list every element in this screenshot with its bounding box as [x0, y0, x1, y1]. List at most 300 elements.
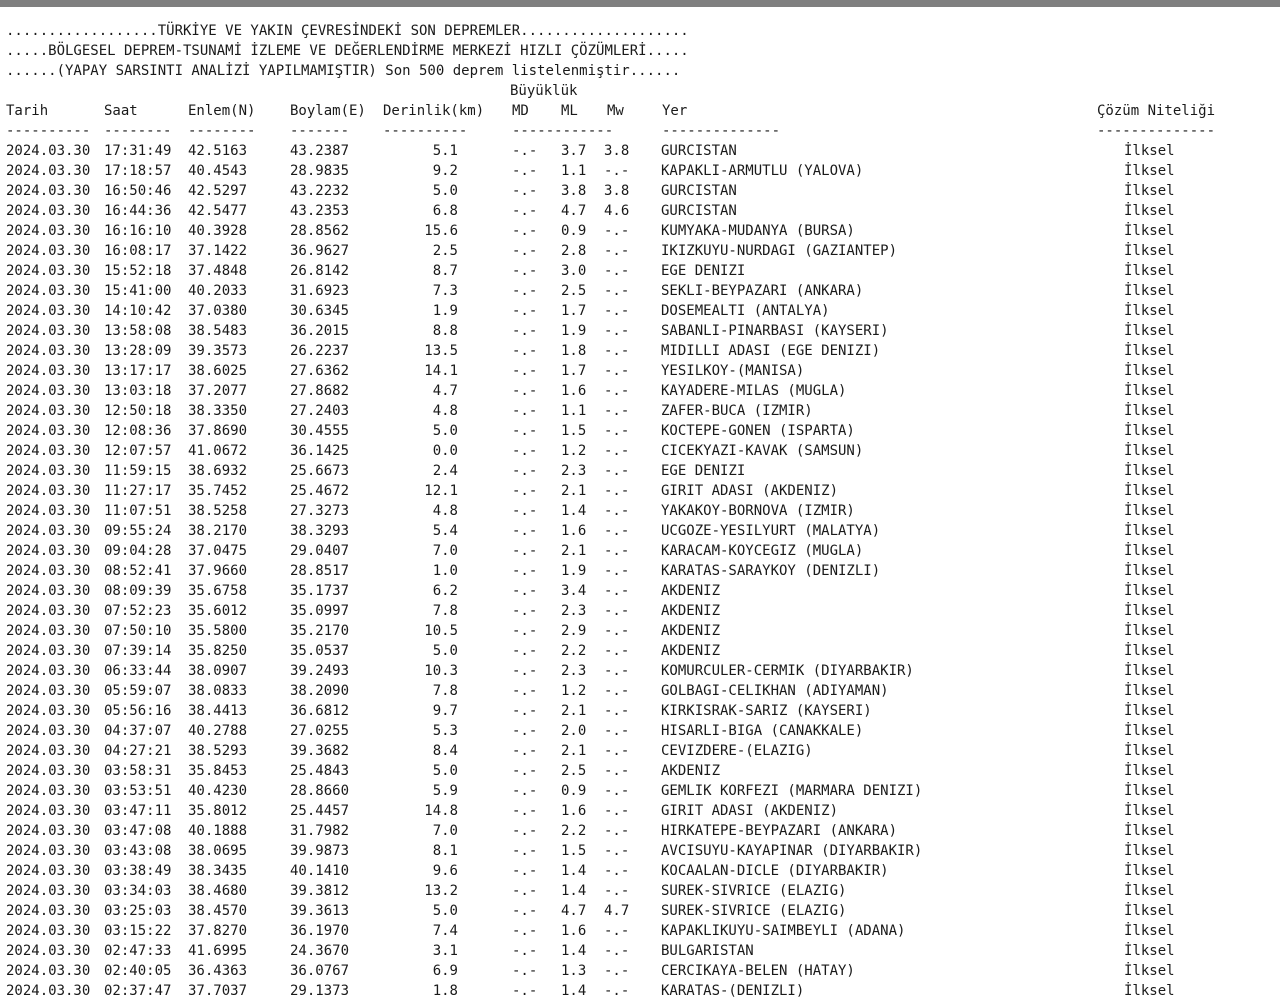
cell-saat: 03:43:08 [104, 843, 172, 859]
cell-derinlik: 13.2 [424, 883, 458, 899]
cell-boylam: 36.0767 [290, 963, 350, 979]
cell-mw: -.- [604, 963, 630, 979]
cell-tarih: 2024.03.30 [6, 263, 91, 279]
cell-ml: 1.6 [561, 923, 587, 939]
cell-mw: -.- [604, 603, 630, 619]
cell-ml: 1.2 [561, 683, 587, 699]
cell-saat: 15:52:18 [104, 263, 172, 279]
cell-enlem: 38.5293 [188, 743, 248, 759]
cell-ml: 2.1 [561, 543, 587, 559]
cell-md: -.- [512, 683, 538, 699]
table-row [0, 821, 1280, 841]
cell-derinlik: 9.6 [432, 863, 458, 879]
cell-md: -.- [512, 803, 538, 819]
cell-cozum: İlksel [1124, 203, 1175, 219]
cell-mw: -.- [604, 263, 630, 279]
table-row [0, 281, 1280, 301]
cell-enlem: 40.2033 [188, 283, 248, 299]
cell-md: -.- [512, 963, 538, 979]
cell-mw: 3.8 [604, 183, 630, 199]
cell-md: -.- [512, 703, 538, 719]
cell-yer: KOMURCULER-CERMIK (DIYARBAKIR) [661, 663, 914, 679]
cell-derinlik: 9.7 [432, 703, 458, 719]
cell-enlem: 40.4543 [188, 163, 248, 179]
table-row [0, 201, 1280, 221]
cell-tarih: 2024.03.30 [6, 563, 91, 579]
cell-mw: -.- [604, 923, 630, 939]
cell-enlem: 35.7452 [188, 483, 248, 499]
cell-md: -.- [512, 903, 538, 919]
cell-enlem: 37.8270 [188, 923, 248, 939]
col-header-cozum: Çözüm Niteliği [1097, 103, 1216, 119]
cell-enlem: 38.5483 [188, 323, 248, 339]
cell-boylam: 35.0537 [290, 643, 350, 659]
cell-tarih: 2024.03.30 [6, 863, 91, 879]
cell-tarih: 2024.03.30 [6, 703, 91, 719]
cell-tarih: 2024.03.30 [6, 283, 91, 299]
cell-mw: -.- [604, 303, 630, 319]
cell-saat: 07:50:10 [104, 623, 172, 639]
cell-saat: 03:38:49 [104, 863, 172, 879]
cell-cozum: İlksel [1124, 703, 1175, 719]
cell-md: -.- [512, 843, 538, 859]
cell-enlem: 35.6012 [188, 603, 248, 619]
cell-saat: 13:58:08 [104, 323, 172, 339]
cell-saat: 07:52:23 [104, 603, 172, 619]
cell-yer: SABANLI-PINARBASI (KAYSERI) [661, 323, 889, 339]
col-header-ml: ML [561, 103, 578, 119]
cell-boylam: 29.1373 [290, 983, 350, 999]
cell-derinlik: 6.9 [432, 963, 458, 979]
cell-derinlik: 14.1 [424, 363, 458, 379]
cell-derinlik: 4.7 [432, 383, 458, 399]
table-row [0, 701, 1280, 721]
cell-tarih: 2024.03.30 [6, 223, 91, 239]
separator-magnitudes: ------------ [512, 123, 614, 139]
cell-tarih: 2024.03.30 [6, 903, 91, 919]
cell-md: -.- [512, 923, 538, 939]
cell-cozum: İlksel [1124, 663, 1175, 679]
cell-yer: KAYADERE-MILAS (MUGLA) [661, 383, 847, 399]
cell-md: -.- [512, 543, 538, 559]
cell-derinlik: 14.8 [424, 803, 458, 819]
cell-enlem: 40.2788 [188, 723, 248, 739]
cell-md: -.- [512, 143, 538, 159]
table-row [0, 541, 1280, 561]
table-row [0, 161, 1280, 181]
table-row [0, 661, 1280, 681]
cell-derinlik: 3.1 [432, 943, 458, 959]
cell-derinlik: 5.0 [432, 643, 458, 659]
cell-yer: DOSEMEALTI (ANTALYA) [661, 303, 830, 319]
cell-saat: 11:27:17 [104, 483, 172, 499]
cell-mw: -.- [604, 743, 630, 759]
cell-derinlik: 1.0 [432, 563, 458, 579]
cell-mw: -.- [604, 843, 630, 859]
cell-mw: -.- [604, 883, 630, 899]
cell-cozum: İlksel [1124, 823, 1175, 839]
cell-enlem: 38.4570 [188, 903, 248, 919]
cell-cozum: İlksel [1124, 263, 1175, 279]
cell-derinlik: 8.8 [432, 323, 458, 339]
cell-tarih: 2024.03.30 [6, 683, 91, 699]
cell-tarih: 2024.03.30 [6, 623, 91, 639]
cell-tarih: 2024.03.30 [6, 663, 91, 679]
header-subtitle-line: .....BÖLGESEL DEPREM-TSUNAMİ İZLEME VE DEĞERLENDİRME MERKEZİ HIZLI ÇÖZÜMLERİ..... [6, 43, 689, 59]
cell-saat: 13:17:17 [104, 363, 172, 379]
cell-md: -.- [512, 443, 538, 459]
cell-tarih: 2024.03.30 [6, 463, 91, 479]
cell-cozum: İlksel [1124, 323, 1175, 339]
cell-derinlik: 6.8 [432, 203, 458, 219]
cell-yer: KARATAS-(DENIZLI) [661, 983, 805, 999]
cell-derinlik: 8.7 [432, 263, 458, 279]
cell-enlem: 40.3928 [188, 223, 248, 239]
cell-mw: -.- [604, 163, 630, 179]
cell-yer: CERCIKAYA-BELEN (HATAY) [661, 963, 855, 979]
table-row [0, 741, 1280, 761]
cell-cozum: İlksel [1124, 363, 1175, 379]
cell-yer: UCGOZE-YESILYURT (MALATYA) [661, 523, 881, 539]
cell-derinlik: 7.8 [432, 603, 458, 619]
cell-tarih: 2024.03.30 [6, 203, 91, 219]
cell-cozum: İlksel [1124, 743, 1175, 759]
cell-ml: 3.4 [561, 583, 587, 599]
cell-derinlik: 1.8 [432, 983, 458, 999]
cell-derinlik: 10.3 [424, 663, 458, 679]
cell-saat: 16:50:46 [104, 183, 172, 199]
cell-derinlik: 5.0 [432, 183, 458, 199]
cell-tarih: 2024.03.30 [6, 363, 91, 379]
cell-yer: AKDENIZ [661, 763, 721, 779]
cell-saat: 03:15:22 [104, 923, 172, 939]
table-row [0, 241, 1280, 261]
column-separator-row [0, 121, 1280, 141]
cell-ml: 1.6 [561, 523, 587, 539]
cell-derinlik: 9.2 [432, 163, 458, 179]
cell-cozum: İlksel [1124, 843, 1175, 859]
cell-ml: 1.1 [561, 163, 587, 179]
cell-saat: 07:39:14 [104, 643, 172, 659]
cell-mw: -.- [604, 423, 630, 439]
cell-yer: GURCISTAN [661, 143, 737, 159]
cell-boylam: 24.3670 [290, 943, 350, 959]
cell-saat: 03:34:03 [104, 883, 172, 899]
cell-cozum: İlksel [1124, 683, 1175, 699]
table-row [0, 881, 1280, 901]
cell-boylam: 39.9873 [290, 843, 350, 859]
cell-boylam: 36.6812 [290, 703, 350, 719]
cell-ml: 1.2 [561, 443, 587, 459]
cell-tarih: 2024.03.30 [6, 823, 91, 839]
cell-boylam: 28.8562 [290, 223, 350, 239]
cell-enlem: 38.0833 [188, 683, 248, 699]
cell-saat: 16:16:10 [104, 223, 172, 239]
cell-cozum: İlksel [1124, 763, 1175, 779]
cell-md: -.- [512, 323, 538, 339]
cell-md: -.- [512, 483, 538, 499]
cell-md: -.- [512, 883, 538, 899]
cell-enlem: 36.4363 [188, 963, 248, 979]
table-row [0, 941, 1280, 961]
cell-cozum: İlksel [1124, 403, 1175, 419]
cell-derinlik: 5.9 [432, 783, 458, 799]
cell-yer: AKDENIZ [661, 643, 721, 659]
cell-boylam: 39.3812 [290, 883, 350, 899]
cell-tarih: 2024.03.30 [6, 883, 91, 899]
cell-cozum: İlksel [1124, 563, 1175, 579]
cell-derinlik: 13.5 [424, 343, 458, 359]
cell-enlem: 42.5477 [188, 203, 248, 219]
cell-cozum: İlksel [1124, 643, 1175, 659]
table-row [0, 181, 1280, 201]
cell-derinlik: 7.8 [432, 683, 458, 699]
cell-mw: 4.6 [604, 203, 630, 219]
cell-enlem: 41.0672 [188, 443, 248, 459]
cell-boylam: 27.8682 [290, 383, 350, 399]
cell-cozum: İlksel [1124, 143, 1175, 159]
cell-mw: -.- [604, 943, 630, 959]
cell-md: -.- [512, 603, 538, 619]
cell-yer: SUREK-SIVRICE (ELAZIG) [661, 903, 847, 919]
cell-cozum: İlksel [1124, 223, 1175, 239]
cell-tarih: 2024.03.30 [6, 423, 91, 439]
table-row [0, 481, 1280, 501]
cell-saat: 11:07:51 [104, 503, 172, 519]
cell-enlem: 39.3573 [188, 343, 248, 359]
cell-mw: -.- [604, 863, 630, 879]
cell-ml: 1.5 [561, 843, 587, 859]
cell-derinlik: 8.1 [432, 843, 458, 859]
cell-mw: -.- [604, 563, 630, 579]
cell-ml: 2.3 [561, 463, 587, 479]
cell-enlem: 42.5163 [188, 143, 248, 159]
table-row [0, 221, 1280, 241]
cell-mw: -.- [604, 763, 630, 779]
cell-boylam: 28.8517 [290, 563, 350, 579]
cell-cozum: İlksel [1124, 783, 1175, 799]
cell-boylam: 35.2170 [290, 623, 350, 639]
cell-derinlik: 10.5 [424, 623, 458, 639]
cell-cozum: İlksel [1124, 983, 1175, 999]
cell-yer: KARACAM-KOYCEGIZ (MUGLA) [661, 543, 864, 559]
cell-saat: 16:44:36 [104, 203, 172, 219]
table-row [0, 841, 1280, 861]
cell-mw: -.- [604, 583, 630, 599]
cell-ml: 1.9 [561, 563, 587, 579]
table-row [0, 901, 1280, 921]
cell-saat: 17:18:57 [104, 163, 172, 179]
cell-md: -.- [512, 403, 538, 419]
cell-yer: KAPAKLIKUYU-SAIMBEYLI (ADANA) [661, 923, 906, 939]
table-row [0, 761, 1280, 781]
cell-saat: 04:37:07 [104, 723, 172, 739]
cell-boylam: 30.4555 [290, 423, 350, 439]
table-row [0, 461, 1280, 481]
cell-ml: 2.3 [561, 603, 587, 619]
cell-saat: 17:31:49 [104, 143, 172, 159]
cell-boylam: 36.1970 [290, 923, 350, 939]
cell-boylam: 30.6345 [290, 303, 350, 319]
cell-saat: 09:55:24 [104, 523, 172, 539]
cell-ml: 0.9 [561, 223, 587, 239]
cell-cozum: İlksel [1124, 963, 1175, 979]
cell-boylam: 43.2232 [290, 183, 350, 199]
cell-cozum: İlksel [1124, 903, 1175, 919]
cell-yer: AVCISUYU-KAYAPINAR (DIYARBAKIR) [661, 843, 923, 859]
cell-yer: HISARLI-BIGA (CANAKKALE) [661, 723, 864, 739]
cell-ml: 1.6 [561, 383, 587, 399]
cell-ml: 2.1 [561, 483, 587, 499]
cell-tarih: 2024.03.30 [6, 243, 91, 259]
cell-tarih: 2024.03.30 [6, 843, 91, 859]
cell-yer: KARATAS-SARAYKOY (DENIZLI) [661, 563, 881, 579]
cell-saat: 14:10:42 [104, 303, 172, 319]
cell-tarih: 2024.03.30 [6, 483, 91, 499]
cell-md: -.- [512, 983, 538, 999]
cell-derinlik: 15.6 [424, 223, 458, 239]
cell-mw: -.- [604, 503, 630, 519]
cell-boylam: 25.4457 [290, 803, 350, 819]
cell-boylam: 25.4843 [290, 763, 350, 779]
cell-ml: 1.1 [561, 403, 587, 419]
table-row [0, 621, 1280, 641]
cell-boylam: 43.2387 [290, 143, 350, 159]
cell-enlem: 38.6025 [188, 363, 248, 379]
cell-yer: GURCISTAN [661, 183, 737, 199]
cell-derinlik: 5.0 [432, 423, 458, 439]
table-row [0, 961, 1280, 981]
cell-tarih: 2024.03.30 [6, 983, 91, 999]
cell-saat: 08:52:41 [104, 563, 172, 579]
cell-saat: 03:47:11 [104, 803, 172, 819]
cell-ml: 1.7 [561, 363, 587, 379]
cell-yer: CICEKYAZI-KAVAK (SAMSUN) [661, 443, 864, 459]
cell-saat: 02:47:33 [104, 943, 172, 959]
cell-ml: 2.5 [561, 283, 587, 299]
cell-saat: 03:47:08 [104, 823, 172, 839]
cell-ml: 4.7 [561, 903, 587, 919]
cell-mw: -.- [604, 823, 630, 839]
header-title-line: ..................TÜRKİYE VE YAKIN ÇEVRESİNDEKİ SON DEPREMLER.................... [6, 23, 689, 39]
cell-mw: -.- [604, 783, 630, 799]
cell-saat: 13:03:18 [104, 383, 172, 399]
cell-enlem: 40.1888 [188, 823, 248, 839]
cell-saat: 15:41:00 [104, 283, 172, 299]
cell-yer: ZAFER-BUCA (IZMIR) [661, 403, 813, 419]
cell-yer: GOLBAGI-CELIKHAN (ADIYAMAN) [661, 683, 889, 699]
cell-mw: 3.8 [604, 143, 630, 159]
cell-tarih: 2024.03.30 [6, 323, 91, 339]
separator-boylam: ------- [290, 123, 350, 139]
cell-yer: YAKAKOY-BORNOVA (IZMIR) [661, 503, 855, 519]
cell-tarih: 2024.03.30 [6, 603, 91, 619]
cell-ml: 2.2 [561, 643, 587, 659]
cell-md: -.- [512, 383, 538, 399]
cell-tarih: 2024.03.30 [6, 643, 91, 659]
cell-mw: -.- [604, 983, 630, 999]
cell-yer: GIRIT ADASI (AKDENIZ) [661, 483, 839, 499]
cell-boylam: 35.1737 [290, 583, 350, 599]
cell-md: -.- [512, 303, 538, 319]
cell-yer: HIRKATEPE-BEYPAZARI (ANKARA) [661, 823, 898, 839]
cell-yer: SUREK-SIVRICE (ELAZIG) [661, 883, 847, 899]
cell-mw: -.- [604, 403, 630, 419]
cell-enlem: 37.0475 [188, 543, 248, 559]
cell-tarih: 2024.03.30 [6, 803, 91, 819]
cell-saat: 04:27:21 [104, 743, 172, 759]
col-header-tarih: Tarih [6, 103, 49, 119]
cell-boylam: 36.2015 [290, 323, 350, 339]
cell-enlem: 38.0907 [188, 663, 248, 679]
cell-cozum: İlksel [1124, 543, 1175, 559]
cell-cozum: İlksel [1124, 163, 1175, 179]
cell-md: -.- [512, 943, 538, 959]
cell-cozum: İlksel [1124, 383, 1175, 399]
cell-saat: 13:28:09 [104, 343, 172, 359]
cell-yer: AKDENIZ [661, 603, 721, 619]
earthquake-list [0, 141, 1280, 1008]
table-row [0, 521, 1280, 541]
cell-md: -.- [512, 223, 538, 239]
cell-yer: AKDENIZ [661, 623, 721, 639]
cell-boylam: 38.3293 [290, 523, 350, 539]
cell-yer: KAPAKLI-ARMUTLU (YALOVA) [661, 163, 864, 179]
cell-ml: 1.7 [561, 303, 587, 319]
table-row [0, 601, 1280, 621]
cell-boylam: 25.6673 [290, 463, 350, 479]
cell-tarih: 2024.03.30 [6, 783, 91, 799]
cell-cozum: İlksel [1124, 243, 1175, 259]
cell-yer: KOCTEPE-GONEN (ISPARTA) [661, 423, 855, 439]
cell-md: -.- [512, 643, 538, 659]
cell-ml: 2.1 [561, 743, 587, 759]
cell-enlem: 38.3435 [188, 863, 248, 879]
cell-yer: EGE DENIZI [661, 263, 746, 279]
cell-ml: 4.7 [561, 203, 587, 219]
cell-boylam: 26.2237 [290, 343, 350, 359]
cell-derinlik: 4.8 [432, 503, 458, 519]
cell-ml: 1.3 [561, 963, 587, 979]
cell-cozum: İlksel [1124, 443, 1175, 459]
cell-boylam: 39.2493 [290, 663, 350, 679]
table-row [0, 381, 1280, 401]
cell-cozum: İlksel [1124, 723, 1175, 739]
cell-saat: 03:25:03 [104, 903, 172, 919]
cell-md: -.- [512, 283, 538, 299]
cell-ml: 2.9 [561, 623, 587, 639]
cell-boylam: 28.9835 [290, 163, 350, 179]
cell-md: -.- [512, 823, 538, 839]
cell-md: -.- [512, 623, 538, 639]
cell-cozum: İlksel [1124, 803, 1175, 819]
cell-yer: IKIZKUYU-NURDAGI (GAZIANTEP) [661, 243, 898, 259]
cell-md: -.- [512, 423, 538, 439]
cell-saat: 02:40:05 [104, 963, 172, 979]
cell-boylam: 28.8660 [290, 783, 350, 799]
magnitude-group-heading: Büyüklük [510, 83, 578, 99]
cell-mw: 4.7 [604, 903, 630, 919]
cell-cozum: İlksel [1124, 923, 1175, 939]
cell-derinlik: 2.5 [432, 243, 458, 259]
table-row [0, 141, 1280, 161]
cell-md: -.- [512, 783, 538, 799]
table-row [0, 861, 1280, 881]
table-row [0, 641, 1280, 661]
cell-ml: 1.4 [561, 983, 587, 999]
cell-tarih: 2024.03.30 [6, 143, 91, 159]
cell-ml: 1.5 [561, 423, 587, 439]
